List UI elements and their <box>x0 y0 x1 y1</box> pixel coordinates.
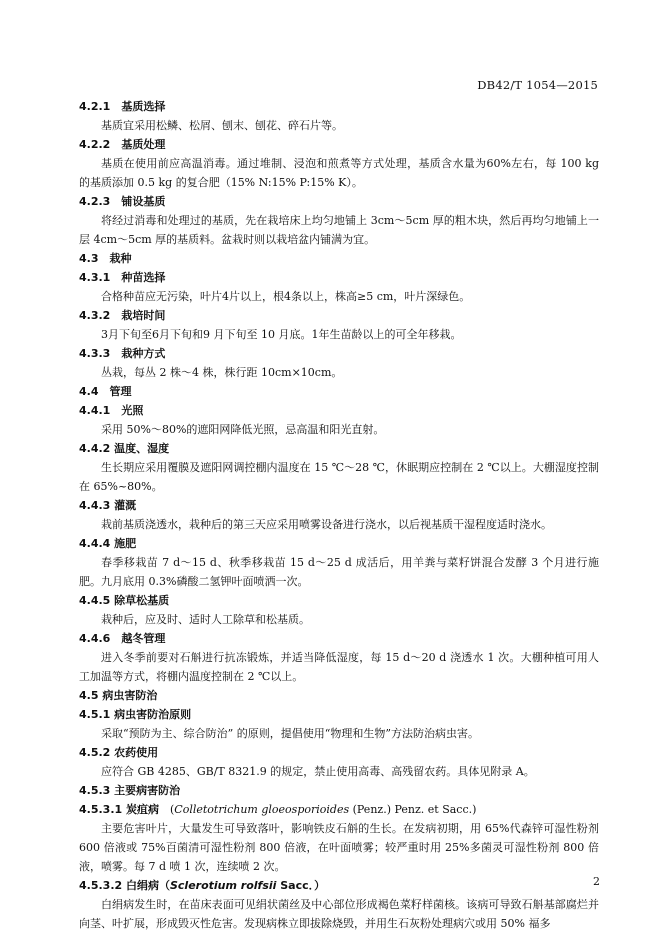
heading-4-5-3-2-scientific-name: Sclerotium rolfsii <box>169 879 277 892</box>
paragraph-4-4-6: 进入冬季前要对石斛进行抗冻锻炼，并适当降低湿度，每 15 d～20 d 浇透水 1 次。大棚种植可用人工加温等方式，将棚内温度控制在 2 ℃以上。 <box>79 651 599 683</box>
paragraph-4-2-3: 将经过消毒和处理过的基质，先在栽培床上均匀地铺上 3cm～5cm 厚的粗木块，然后再均匀地铺上一层 4cm～5cm 厚的基质料。盆栽时则以栽培盆内铺满为宜。 <box>79 214 599 246</box>
heading-4-5-1: 4.5.1 病虫害防治原则 <box>79 708 192 721</box>
heading-4-3-3: 4.3.3 栽种方式 <box>79 347 166 360</box>
paragraph-4-5-3-2: 白绢病发生时，在苗床表面可见绢状菌丝及中心部位形成褐色菜籽样菌核。该病可导致石斛基部腐烂并向茎、叶扩展，形成毁灭性危害。发现病株立即拔除烧毁，并用生石灰粉处理病穴或用 50% 福多 <box>79 898 599 930</box>
heading-4-5-3-2-label: 4.5.3.2 白绢病 <box>79 879 159 892</box>
heading-4-3-1: 4.3.1 种苗选择 <box>79 271 166 284</box>
heading-4-5-3-2-authority: Sacc．） <box>276 879 326 892</box>
page-number: 2 <box>593 875 600 888</box>
document-body <box>79 97 599 933</box>
heading-4-5-3-2-open: （ <box>158 879 170 892</box>
heading-4-4-4: 4.4.4 施肥 <box>79 537 137 550</box>
paragraph-4-5-1: 采取“预防为主、综合防治” 的原则，提倡使用“物理和生物”方法防治病虫害。 <box>101 727 479 740</box>
document-code: DB42/T 1054—2015 <box>477 78 598 92</box>
heading-4-5-3-1-authority: (Penz.) Penz. et Sacc.) <box>349 803 477 816</box>
heading-4-5-3: 4.5.3 主要病害防治 <box>79 784 181 797</box>
heading-4-2-3: 4.2.3 铺设基质 <box>79 195 166 208</box>
heading-4-5-3-1-label: 4.5.3.1 炭疽病 <box>79 803 159 816</box>
paragraph-4-4-3: 栽前基质浇透水，栽种后的第三天应采用喷雾设备进行浇水，以后视基质干湿程度适时浇水。 <box>101 518 552 531</box>
paragraph-4-4-1: 采用 50%～80%的遮阳网降低光照，忌高温和阳光直射。 <box>101 423 385 436</box>
paragraph-4-3-2: 3月下旬至6月下旬和9 月下旬至 10 月底。1年生苗龄以上的可全年移栽。 <box>101 328 462 341</box>
paragraph-4-4-2: 生长期应采用覆膜及遮阳网调控棚内温度在 15 ℃～28 ℃，休眠期应控制在 2 ℃以上。大棚湿度控制在 65%~80%。 <box>79 461 599 493</box>
heading-4-4: 4.4 管理 <box>79 385 132 398</box>
heading-4-2-1: 4.2.1 基质选择 <box>79 100 166 113</box>
heading-4-4-5: 4.4.5 除草松基质 <box>79 594 170 607</box>
heading-4-4-2: 4.4.2 温度、湿度 <box>79 442 170 455</box>
paragraph-4-4-5: 栽种后，应及时、适时人工除草和松基质。 <box>101 613 310 626</box>
heading-4-5: 4.5 病虫害防治 <box>79 689 158 702</box>
heading-4-5-2: 4.5.2 农药使用 <box>79 746 159 759</box>
heading-4-4-6: 4.4.6 越冬管理 <box>79 632 166 645</box>
heading-4-2-2: 4.2.2 基质处理 <box>79 138 166 151</box>
paragraph-4-5-3-1: 主要危害叶片，大量发生可导致落叶，影响铁皮石斛的生长。在发病初期，用 65%代森锌可湿性粉剂 600 倍液或 75%百菌清可湿性粉剂 800 倍液，在叶面喷雾；较严重时用 25%多菌灵可湿性粉剂 800 倍液，喷雾。每 7 d 喷 1 次，连续喷 2 次。 <box>79 822 599 873</box>
heading-4-5-3-1-scientific-name: Colletotrichum gloeosporioides <box>174 803 350 816</box>
heading-4-5-3-2 <box>79 876 599 895</box>
heading-4-4-1: 4.4.1 光照 <box>79 404 144 417</box>
heading-4-5-3-1-open: ( <box>158 803 175 816</box>
heading-4-4-3: 4.4.3 灌溉 <box>79 499 137 512</box>
heading-4-3: 4.3 栽种 <box>79 252 132 265</box>
paragraph-4-3-1: 合格种苗应无污染，叶片4片以上，根4条以上，株高≥5 cm，叶片深绿色。 <box>101 290 471 303</box>
paragraph-4-4-4: 春季移栽苗 7 d～15 d、秋季移栽苗 15 d～25 d 成活后，用羊粪与菜籽饼混合发酵 3 个月进行施肥。九月底用 0.3%磷酸二氢钾叶面喷洒一次。 <box>79 556 599 588</box>
paragraph-4-2-2: 基质在使用前应高温消毒。通过堆制、浸泡和煎煮等方式处理，基质含水量为60%左右，每 100 kg 的基质添加 0.5 kg 的复合肥（15% N:15% P:15% K）。 <box>79 157 599 189</box>
paragraph-4-2-1: 基质宜采用松鳞、松屑、刨末、刨花、碎石片等。 <box>101 119 343 132</box>
heading-4-3-2: 4.3.2 栽培时间 <box>79 309 166 322</box>
paragraph-4-3-3: 丛栽，每丛 2 株～4 株，株行距 10cm×10cm。 <box>101 366 343 379</box>
heading-4-5-3-1 <box>79 800 599 819</box>
paragraph-4-5-2: 应符合 GB 4285、GB/T 8321.9 的规定，禁止使用高毒、高残留农药。具体见附录 A。 <box>101 765 535 778</box>
